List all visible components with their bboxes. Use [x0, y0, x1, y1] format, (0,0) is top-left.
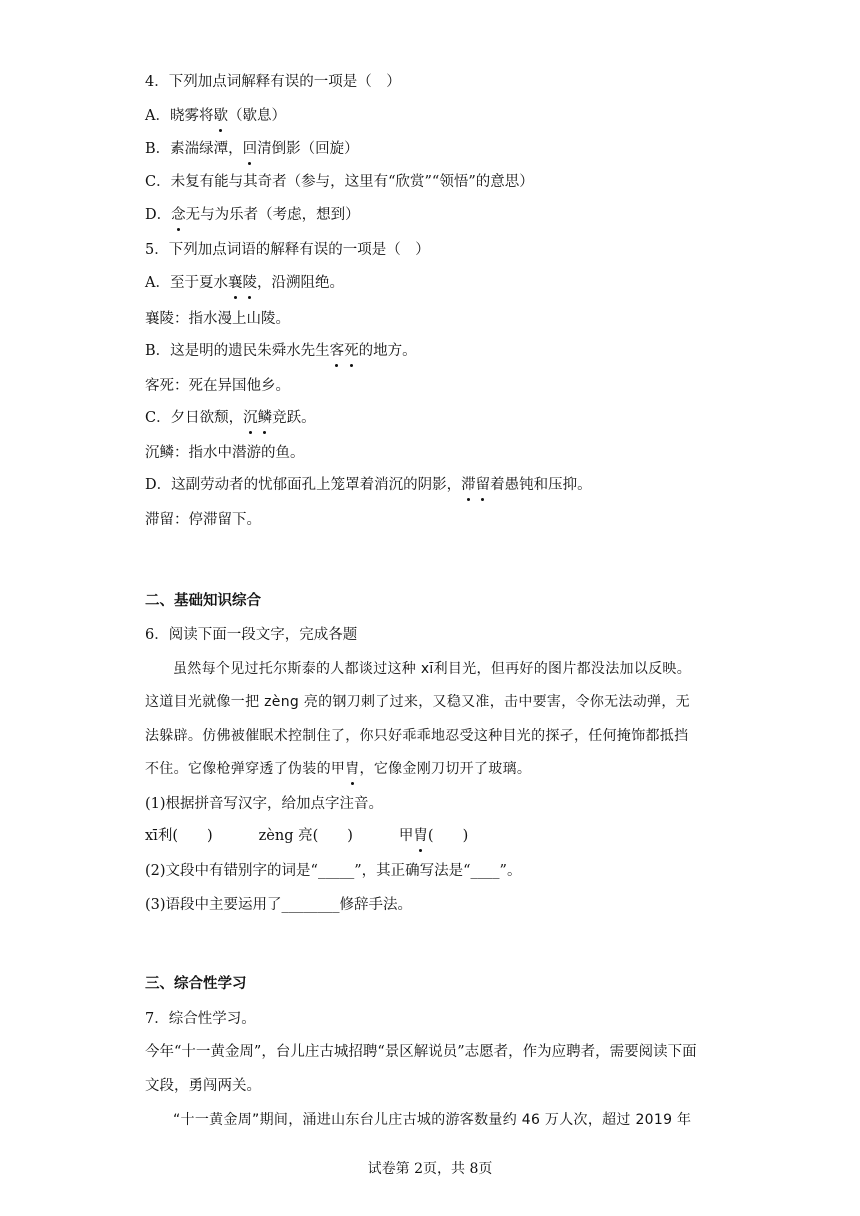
- dotted-char: 鳞: [257, 410, 273, 426]
- dotted-char: 歇: [213, 108, 228, 124]
- dotted-char: 回: [242, 141, 258, 157]
- q4-option-a: A．晓雾将歇（歇息）: [145, 108, 286, 124]
- dotted-char: 胄: [345, 761, 360, 777]
- dotted-char: 留: [475, 477, 491, 493]
- q7-intro-line-1: 今年“十一黄金周”，台儿庄古城招聘“景区解说员”志愿者，作为应聘者，需要阅读下面: [145, 1044, 697, 1060]
- dotted-char: 沉: [243, 410, 258, 426]
- blank-zhou: 甲胄( ): [398, 828, 469, 844]
- dotted-char: 滞: [461, 477, 476, 493]
- section-3-heading: 三、综合性学习: [145, 976, 247, 992]
- q4-stem: 4．下列加点词解释有误的一项是（ ）: [145, 74, 401, 90]
- q4-option-b: B．素湍绿潭，回清倒影（回旋）: [145, 141, 359, 157]
- dotted-char: 客: [329, 343, 345, 359]
- q7-passage-line-1: “十一黄金周”期间，涌进山东台儿庄古城的游客数量约 46 万人次，超过 2019 年: [173, 1112, 692, 1128]
- q6-sub-2: (2)文段中有错别字的词是“_____”，其正确写法是“____”。: [145, 863, 522, 879]
- q5-option-c-explanation: 沉鳞：指水中潜游的鱼。: [145, 445, 305, 461]
- q6-sub-1: (1)根据拼音写汉字，给加点字注音。: [145, 796, 384, 812]
- q5-option-c: C．夕日欲颓，沉鳞竞跃。: [145, 410, 316, 426]
- q5-option-a-explanation: 襄陵：指水漫上山陵。: [145, 311, 290, 327]
- q7-intro-line-2: 文段，勇闯两关。: [145, 1078, 261, 1094]
- q6-sub-3: (3)语段中主要运用了________修辞手法。: [145, 897, 413, 913]
- passage-line-2: 这道目光就像一把 zèng 亮的钢刀刺了过来，又稳又准，击中要害，令你无法动弹，无: [145, 694, 690, 710]
- passage-line-3: 法躲辟。仿佛被催眠术控制住了，你只好乖乖地忍受这种目光的探孑，任何掩饰都抵挡: [145, 728, 689, 744]
- q6-sub-1-blanks: [145, 826, 468, 846]
- section-2-heading: 二、基础知识综合: [145, 593, 261, 609]
- passage-line-1: 虽然每个见过托尔斯泰的人都谈过这种 xī利目光，但再好的图片都没法加以反映。: [173, 661, 692, 677]
- q5-option-d-explanation: 滞留：停滞留下。: [145, 512, 261, 528]
- dotted-char: 胄: [413, 828, 428, 844]
- q5-option-a: A．至于夏水襄陵，沿溯阻绝。: [145, 275, 344, 291]
- q5-option-b: B．这是明的遗民朱舜水先生客死的地方。: [145, 343, 417, 359]
- passage-line-4: 不住。它像枪弹穿透了伪装的甲胄，它像金刚刀切开了玻璃。: [145, 761, 532, 777]
- q7-stem: 7．综合性学习。: [145, 1011, 256, 1027]
- dotted-char: 念: [171, 207, 186, 223]
- dotted-char: 陵: [242, 275, 257, 291]
- q5-stem: 5．下列加点词语的解释有误的一项是（ ）: [145, 242, 430, 258]
- q6-stem: 6．阅读下面一段文字，完成各题: [145, 627, 358, 643]
- q4-option-c: C．未复有能与其奇者（参与，这里有“欣赏”“领悟”的意思）: [145, 174, 534, 190]
- blank-zeng: zèng 亮( ): [258, 828, 353, 844]
- page-footer: 试卷第 2页，共 8页: [367, 1161, 493, 1177]
- q5-option-b-explanation: 客死：死在异国他乡。: [145, 378, 290, 394]
- q4-option-d: D．念无与为乐者（考虑，想到）: [145, 207, 360, 223]
- q5-option-d: D．这副劳动者的忧郁面孔上笼罩着消沉的阴影，滞留着愚钝和压抑。: [145, 477, 592, 493]
- blank-xi: xī利( ): [145, 828, 213, 844]
- dotted-char: 襄: [227, 275, 243, 291]
- dotted-char: 死: [344, 343, 359, 359]
